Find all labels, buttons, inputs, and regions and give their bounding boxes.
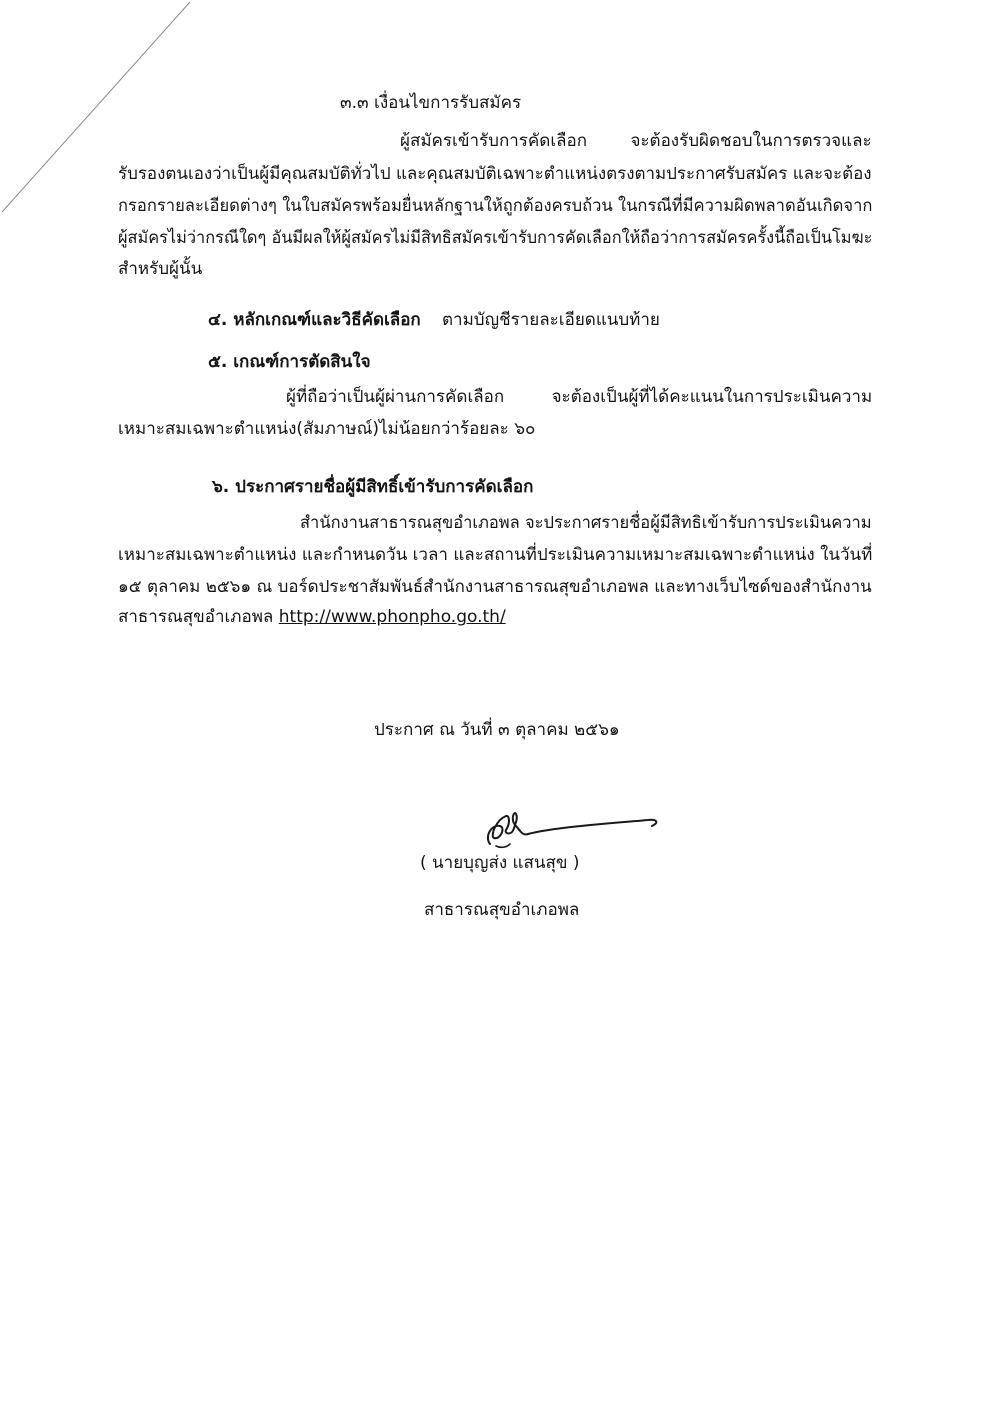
section-5-line-1: ผู้ที่ถือว่าเป็นผู้ผ่านการคัดเลือก จะต้องเป็นผู้ที่ได้คะแนนในการประเมินความ xyxy=(286,387,873,407)
section-3-3-line-5: สำหรับผู้นั้น xyxy=(118,259,203,279)
announcement-date: ประกาศ ณ วันที่ ๓ ตุลาคม ๒๕๖๑ xyxy=(374,720,620,740)
section-5-heading: ๕. เกณฑ์การตัดสินใจ xyxy=(208,352,371,372)
section-3-3-line-1: ผู้สมัครเข้ารับการคัดเลือก จะต้องรับผิดชอบในการตรวจและ xyxy=(400,131,872,151)
section-6-line-1: สำนักงานสาธารณสุขอำเภอพล จะประกาศรายชื่อผู้มีสิทธิเข้ารับการประเมินความ xyxy=(300,513,872,533)
section-6-line-3: ๑๕ ตุลาคม ๒๕๖๑ ณ บอร์ดประชาสัมพันธ์สำนักงานสาธารณสุขอำเภอพล และทางเว็บไซด์ของสำนักงาน xyxy=(118,577,872,597)
section-6-line-4 xyxy=(118,606,506,628)
signer-name: ( นายบุญส่ง แสนสุข ) xyxy=(420,853,580,873)
section-6-heading: ๖. ประกาศรายชื่อผู้มีสิทธิ์เข้ารับการคัดเลือก xyxy=(212,477,534,497)
page-crease-line xyxy=(0,0,200,220)
website-link[interactable]: http://www.phonpho.go.th/ xyxy=(278,607,506,627)
handwritten-signature xyxy=(470,806,670,856)
section-3-3-heading: ๓.๓ เงื่อนไขการรับสมัคร xyxy=(340,93,522,113)
signer-position: สาธารณสุขอำเภอพล xyxy=(424,900,580,920)
section-4-heading: ๔. หลักเกณฑ์และวิธีคัดเลือก xyxy=(208,310,421,330)
section-3-3-line-2: รับรองตนเองว่าเป็นผู้มีคุณสมบัติทั่วไป และคุณสมบัติเฉพาะตำแหน่งตรงตามประกาศรับสมัคร และจะต้อง xyxy=(118,164,872,184)
section-3-3-line-3: กรอกรายละเอียดต่างๆ ในใบสมัครพร้อมยื่นหลักฐานให้ถูกต้องครบถ้วน ในกรณีที่มีความผิดพลาดอันเกิดจาก xyxy=(118,196,873,216)
section-6-line-4-prefix: สาธารณสุขอำเภอพล xyxy=(118,607,274,627)
section-6-line-2: เหมาะสมเฉพาะตำแหน่ง และกำหนดวัน เวลา และสถานที่ประเมินความเหมาะสมเฉพาะตำแหน่ง ในวันที่ xyxy=(118,545,873,565)
section-3-3-line-4: ผู้สมัครไม่ว่ากรณีใดๆ อันมีผลให้ผู้สมัครไม่มีสิทธิสมัครเข้ารับการคัดเลือกให้ถือว่าการสมัครครั้งนี้ถือเป็นโมฆะ xyxy=(118,228,873,248)
section-5-line-2: เหมาะสมเฉพาะตำแหน่ง(สัมภาษณ์)ไม่น้อยกว่าร้อยละ ๖๐ xyxy=(118,419,536,439)
section-4-text: ตามบัญชีรายละเอียดแนบท้าย xyxy=(442,310,660,330)
